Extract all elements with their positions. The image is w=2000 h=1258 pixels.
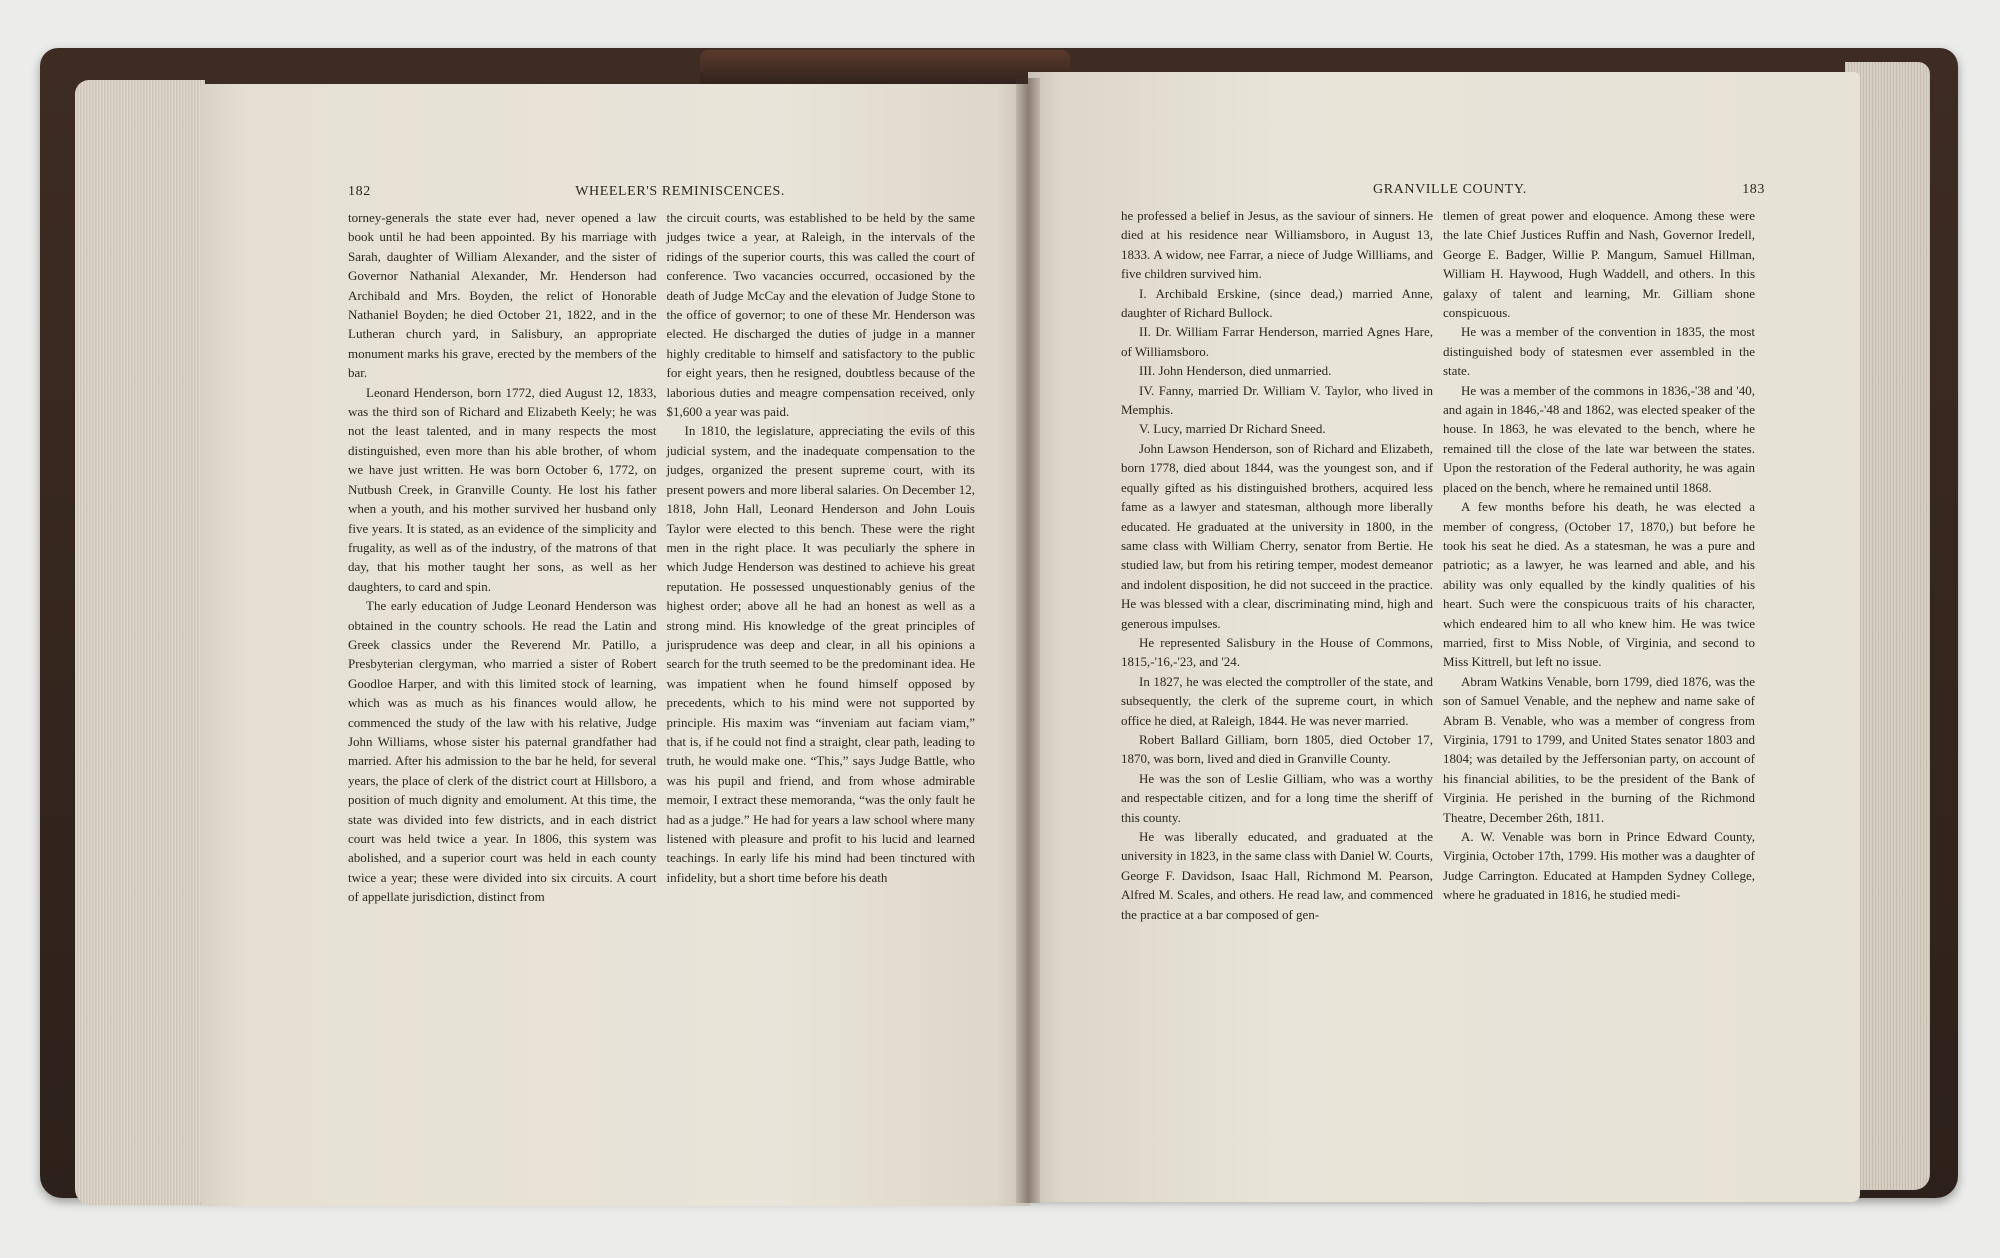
- paragraph: the circuit courts, was established to be held by the same judges twice a year, at Raleigh, in the intervals of the ridings of the superior courts, this was called the court of conference. Two vacancies occurred, occasioned by the death of Judge McCay and the elevation of Judge Stone to the office of governor; to one of these Mr. Henderson was elected. He discharged the duties of judge in a manner highly creditable to himself and satisfactory to the public for eight years, then he resigned, doubtless because of the laborious duties and meagre compensation received, only $1,600 a year was paid.: [666, 210, 975, 420]
- right-page: [1028, 72, 1860, 1202]
- right-page-number: 183: [1742, 182, 1765, 197]
- left-column-1: [348, 208, 657, 907]
- paragraph: He was the son of Leslie Gilliam, who was a worthy and respectable citizen, and for a long time the sheriff of this county.: [1121, 770, 1433, 825]
- paragraph: He was a member of the commons in 1836,-'38 and '40, and again in 1846,-'48 and 1862, was elected speaker of the house. In 1863, he was elevated to the bench, where he remained till the close of the late war between the states. Upon the restoration of the Federal authority, he was again placed on the bench, where he remained until 1868.: [1443, 382, 1755, 495]
- right-column-1: [1121, 206, 1433, 924]
- paragraph: In 1810, the legislature, appreciating the evils of this judicial system, and the inadequate compensation to the judges, organized the present supreme court, with its present powers and more liberal salaries. On December 12, 1818, John Hall, Leonard Henderson and John Louis Taylor were elected to this bench. These were the right men in the right place. It was peculiarly the sphere in which Judge Henderson was destined to achieve his great reputation. He possessed unquestionably genius of the highest order; above all he had an honest as well as a strong mind. His knowledge of the great principles of jurisprudence was deep and clear, in all his opinions a search for the truth seemed to be the predominant idea. He was impatient when he found himself opposed by precedents, which to his mind were not supported by principle. His maxim was “inveniam aut faciam viam,” that is, if he could not find a straight, clear path, leading to truth, he would make one. “This,” says Judge Battle, who was his pupil and friend, and from whose admirable memoir, I extract these memoranda, “was the only fault he had as a judge.” He had for years a law school where many listened with pleasure and profit to his lucid and learned teachings. In early life his mind had been tinctured with infidelity, but a short time before his death: [666, 423, 975, 885]
- paragraph: tlemen of great power and eloquence. Among these were the late Chief Justices Ruffin and Nash, Governor Iredell, George E. Badger, Willie P. Mangum, Samuel Hillman, William H. Haywood, Hugh Waddell, and others. In this galaxy of talent and learning, Mr. Gilliam shone conspicuous.: [1443, 208, 1755, 321]
- left-page-number: 182: [348, 184, 371, 199]
- right-running-head: [1121, 182, 1765, 198]
- paragraph: John Lawson Henderson, son of Richard and Elizabeth, born 1778, died about 1844, was the youngest son, and if equally gifted as his distinguished brothers, acquired less fame as a lawyer and statesman, although more liberally educated. He graduated at the university in 1800, in the same class with William Cherry, senator from Bertie. He studied law, but from his retiring temper, modest demeanor and indolent disposition, he did not succeed in the practice. He was blessed with a clear, discriminating mind, high and generous impulses.: [1121, 440, 1433, 631]
- paragraph: he professed a belief in Jesus, as the saviour of sinners. He died at his residence near Williamsboro, in August 13, 1833. A widow, nee Farrar, a niece of Judge Willliams, and five children survived him.: [1121, 208, 1433, 282]
- paragraph: I. Archibald Erskine, (since dead,) married Anne, daughter of Richard Bullock.: [1121, 285, 1433, 321]
- paragraph: He was liberally educated, and graduated at the university in 1823, in the same class with Daniel W. Courts, George F. Davidson, Isaac Hall, Richmond M. Pearson, Alfred M. Scales, and others. He read law, and commenced the practice at a bar composed of gen-: [1121, 829, 1433, 922]
- paragraph: He represented Salisbury in the House of Commons, 1815,-'16,-'23, and '24.: [1121, 634, 1433, 670]
- book-spine: [700, 50, 1070, 88]
- paragraph: Leonard Henderson, born 1772, died August 12, 1833, was the third son of Richard and Elizabeth Keely; he was not the least talented, and in many respects the most distinguished, even more than his able brother, of whom we have just written. He was born October 6, 1772, on Nutbush Creek, in Granville County. He lost his father when a youth, and his mother survived her husband only five years. It is stated, as an evidence of the simplicity and frugality, as well as of the industry, of the matrons of that day, that his mother taught her sons, as well as her daughters, to card and spin.: [348, 384, 657, 594]
- paragraph: II. Dr. William Farrar Henderson, married Agnes Hare, of Williamsboro.: [1121, 324, 1433, 359]
- left-running-head: [348, 184, 975, 200]
- paragraph: A. W. Venable was born in Prince Edward County, Virginia, October 17th, 1799. His mother was a daughter of Judge Carrington. Educated at Hampden Sydney College, where he graduated in 1816, he studied medi-: [1443, 829, 1755, 903]
- paragraph: The early education of Judge Leonard Henderson was obtained in the country schools. He read the Latin and Greek classics under the Reverend Mr. Patillo, a Presbyterian clergyman, who married a sister of Robert Goodloe Harper, and with this limited stock of learning, which was as much as his finances would allow, he commenced the study of the law with his relative, Judge John Williams, whose sister his paternal grandfather had married. After his admission to the bar he held, for several years, the place of clerk of the district court at Hillsboro, a position of much dignity and emolument. At this time, the state was divided into few districts, and in each district court was held twice a year. In 1806, this system was abolished, and a superior court was held in each county twice a year; these were divided into six circuits. A court of appellate jurisdiction, distinct from: [348, 598, 657, 905]
- left-column-2: [667, 208, 976, 907]
- paragraph: torney-generals the state ever had, never opened a law book until he had been appointed. By his marriage with Sarah, daughter of William Alexander, and the sister of Governor Nathanial Alexander, Mr. Henderson had Archibald and Mrs. Boyden, the relict of Honorable Nathaniel Boyden; he died October 21, 1822, and in the Lutheran church yard, in Salisbury, an appropriate monument marks his grave, erected by the members of the bar.: [348, 210, 657, 381]
- paragraph: In 1827, he was elected the comptroller of the state, and subsequently, the clerk of the supreme court, in which office he died, at Raleigh, 1844. He was never married.: [1121, 673, 1433, 728]
- book-gutter: [1016, 78, 1040, 1203]
- paragraph: A few months before his death, he was elected a member of congress, (October 17, 1870,) but before he took his seat he died. As a statesman, he was a pure and patriotic; as a lawyer, he was learned and able, and his ability was only equalled by the kindly qualities of his heart. Such were the conspicuous traits of his character, which endeared him to all who knew him. He was twice married, first to Miss Noble, of Virginia, and second to Miss Kittrell, but left no issue.: [1443, 499, 1755, 670]
- paragraph: Abram Watkins Venable, born 1799, died 1876, was the son of Samuel Venable, and the nephew and name sake of Abram B. Venable, who was a member of congress from Virginia, 1791 to 1799, and United States senator 1803 and 1804; was detailed by the Jeffersonian party, on account of his financial abilities, to be the president of the Bank of Virginia. He perished in the burning of the Richmond Theatre, December 26th, 1811.: [1443, 673, 1755, 825]
- paragraph: He was a member of the convention in 1835, the most distinguished body of statesmen ever assembled in the state.: [1443, 324, 1755, 379]
- paragraph: IV. Fanny, married Dr. William V. Taylor, who lived in Memphis.: [1121, 382, 1433, 418]
- right-column-2: [1443, 206, 1755, 924]
- paragraph: V. Lucy, married Dr Richard Sneed.: [1139, 421, 1326, 437]
- page-edges-left: [75, 80, 205, 1205]
- left-page: [200, 84, 1030, 1206]
- paragraph: III. John Henderson, died unmarried.: [1139, 363, 1332, 379]
- right-running-title: GRANVILLE COUNTY.: [1373, 182, 1527, 197]
- left-running-title: WHEELER'S REMINISCENCES.: [575, 184, 785, 199]
- paragraph: Robert Ballard Gilliam, born 1805, died October 17, 1870, was born, lived and died in Granville County.: [1121, 731, 1433, 767]
